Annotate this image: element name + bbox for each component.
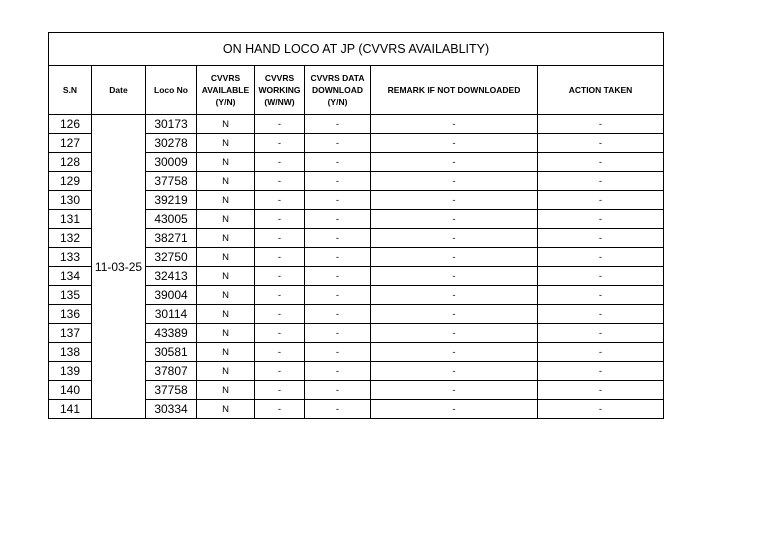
cell-remark: - [371, 286, 538, 305]
cell-cvvrs-available: N [197, 343, 255, 362]
cell-loco-no: 43389 [146, 324, 197, 343]
header-cvvrs-download: CVVRS DATA DOWNLOAD (Y/N) [305, 66, 371, 115]
cell-cvvrs-download: - [305, 248, 371, 267]
cell-cvvrs-available: N [197, 210, 255, 229]
cell-remark: - [371, 248, 538, 267]
cell-loco-no: 30334 [146, 400, 197, 419]
cell-action-taken: - [538, 381, 664, 400]
cell-loco-no: 32413 [146, 267, 197, 286]
cell-sn: 134 [49, 267, 92, 286]
cell-sn: 128 [49, 153, 92, 172]
cell-sn: 131 [49, 210, 92, 229]
cell-sn: 136 [49, 305, 92, 324]
cell-action-taken: - [538, 134, 664, 153]
cell-sn: 137 [49, 324, 92, 343]
loco-availability-sheet [48, 32, 664, 419]
cell-cvvrs-working: - [255, 362, 305, 381]
cell-action-taken: - [538, 229, 664, 248]
cell-cvvrs-download: - [305, 267, 371, 286]
cell-remark: - [371, 305, 538, 324]
cell-loco-no: 43005 [146, 210, 197, 229]
cell-cvvrs-download: - [305, 286, 371, 305]
cell-loco-no: 39219 [146, 191, 197, 210]
cell-cvvrs-available: N [197, 400, 255, 419]
cell-remark: - [371, 229, 538, 248]
table-title [49, 33, 664, 66]
cell-sn: 126 [49, 115, 92, 134]
cell-sn: 135 [49, 286, 92, 305]
cell-remark: - [371, 381, 538, 400]
cell-remark: - [371, 324, 538, 343]
cell-loco-no: 38271 [146, 229, 197, 248]
cell-cvvrs-working: - [255, 286, 305, 305]
cell-cvvrs-available: N [197, 153, 255, 172]
cell-action-taken: - [538, 172, 664, 191]
cell-remark: - [371, 134, 538, 153]
cell-cvvrs-available: N [197, 115, 255, 134]
cell-cvvrs-available: N [197, 134, 255, 153]
table-row [49, 115, 664, 134]
cell-remark: - [371, 210, 538, 229]
cell-cvvrs-working: - [255, 267, 305, 286]
cell-action-taken: - [538, 267, 664, 286]
cell-cvvrs-working: - [255, 191, 305, 210]
header-sn: S.N [49, 66, 92, 115]
cell-cvvrs-download: - [305, 172, 371, 191]
cell-cvvrs-working: - [255, 305, 305, 324]
cell-loco-no: 37758 [146, 381, 197, 400]
cell-action-taken: - [538, 191, 664, 210]
header-date: Date [92, 66, 146, 115]
cell-cvvrs-download: - [305, 115, 371, 134]
cell-cvvrs-available: N [197, 286, 255, 305]
header-remark: REMARK IF NOT DOWNLOADED [371, 66, 538, 115]
cell-cvvrs-available: N [197, 229, 255, 248]
cell-sn: 130 [49, 191, 92, 210]
cell-sn: 139 [49, 362, 92, 381]
cell-cvvrs-working: - [255, 381, 305, 400]
cell-cvvrs-available: N [197, 172, 255, 191]
cell-cvvrs-working: - [255, 343, 305, 362]
cell-loco-no: 30114 [146, 305, 197, 324]
cell-cvvrs-download: - [305, 134, 371, 153]
cell-action-taken: - [538, 248, 664, 267]
cell-cvvrs-working: - [255, 400, 305, 419]
cell-remark: - [371, 400, 538, 419]
cell-remark: - [371, 153, 538, 172]
cell-sn: 132 [49, 229, 92, 248]
cell-loco-no: 39004 [146, 286, 197, 305]
cell-action-taken: - [538, 305, 664, 324]
cell-cvvrs-working: - [255, 115, 305, 134]
cell-remark: - [371, 267, 538, 286]
cell-cvvrs-working: - [255, 172, 305, 191]
cell-cvvrs-available: N [197, 191, 255, 210]
cell-cvvrs-download: - [305, 324, 371, 343]
cell-sn: 138 [49, 343, 92, 362]
loco-availability-table [48, 32, 664, 419]
header-row [49, 66, 664, 115]
cell-cvvrs-download: - [305, 381, 371, 400]
cell-loco-no: 37758 [146, 172, 197, 191]
table-title-text: ON HAND LOCO AT JP (CVVRS AVAILABLITY) [222, 42, 490, 56]
cell-loco-no: 30581 [146, 343, 197, 362]
cell-sn: 133 [49, 248, 92, 267]
cell-cvvrs-download: - [305, 343, 371, 362]
cell-cvvrs-download: - [305, 191, 371, 210]
cell-loco-no: 30173 [146, 115, 197, 134]
cell-cvvrs-available: N [197, 324, 255, 343]
cell-action-taken: - [538, 286, 664, 305]
cell-sn: 129 [49, 172, 92, 191]
cell-cvvrs-working: - [255, 324, 305, 343]
cell-cvvrs-download: - [305, 400, 371, 419]
cell-cvvrs-download: - [305, 153, 371, 172]
cell-action-taken: - [538, 343, 664, 362]
cell-cvvrs-working: - [255, 210, 305, 229]
cell-sn: 141 [49, 400, 92, 419]
cell-cvvrs-working: - [255, 248, 305, 267]
cell-loco-no: 30278 [146, 134, 197, 153]
cell-loco-no: 32750 [146, 248, 197, 267]
cell-cvvrs-download: - [305, 305, 371, 324]
cell-cvvrs-download: - [305, 210, 371, 229]
cell-remark: - [371, 172, 538, 191]
cell-remark: - [371, 115, 538, 134]
cell-action-taken: - [538, 400, 664, 419]
cell-sn: 127 [49, 134, 92, 153]
cell-action-taken: - [538, 115, 664, 134]
cell-remark: - [371, 191, 538, 210]
header-action-taken: ACTION TAKEN [538, 66, 664, 115]
cell-action-taken: - [538, 153, 664, 172]
cell-cvvrs-working: - [255, 229, 305, 248]
cell-cvvrs-download: - [305, 229, 371, 248]
cell-cvvrs-available: N [197, 267, 255, 286]
cell-cvvrs-working: - [255, 153, 305, 172]
cell-cvvrs-available: N [197, 381, 255, 400]
cell-action-taken: - [538, 362, 664, 381]
header-cvvrs-available: CVVRS AVAILABLE (Y/N) [197, 66, 255, 115]
cell-sn: 140 [49, 381, 92, 400]
cell-remark: - [371, 362, 538, 381]
cell-remark: - [371, 343, 538, 362]
cell-loco-no: 37807 [146, 362, 197, 381]
cell-action-taken: - [538, 210, 664, 229]
cell-cvvrs-working: - [255, 134, 305, 153]
cell-action-taken: - [538, 324, 664, 343]
cell-cvvrs-available: N [197, 362, 255, 381]
cell-date: 11-03-25 [92, 115, 146, 419]
cell-loco-no: 30009 [146, 153, 197, 172]
cell-cvvrs-download: - [305, 362, 371, 381]
cell-cvvrs-available: N [197, 305, 255, 324]
header-cvvrs-working: CVVRS WORKING (W/NW) [255, 66, 305, 115]
cell-cvvrs-available: N [197, 248, 255, 267]
header-loco-no: Loco No [146, 66, 197, 115]
